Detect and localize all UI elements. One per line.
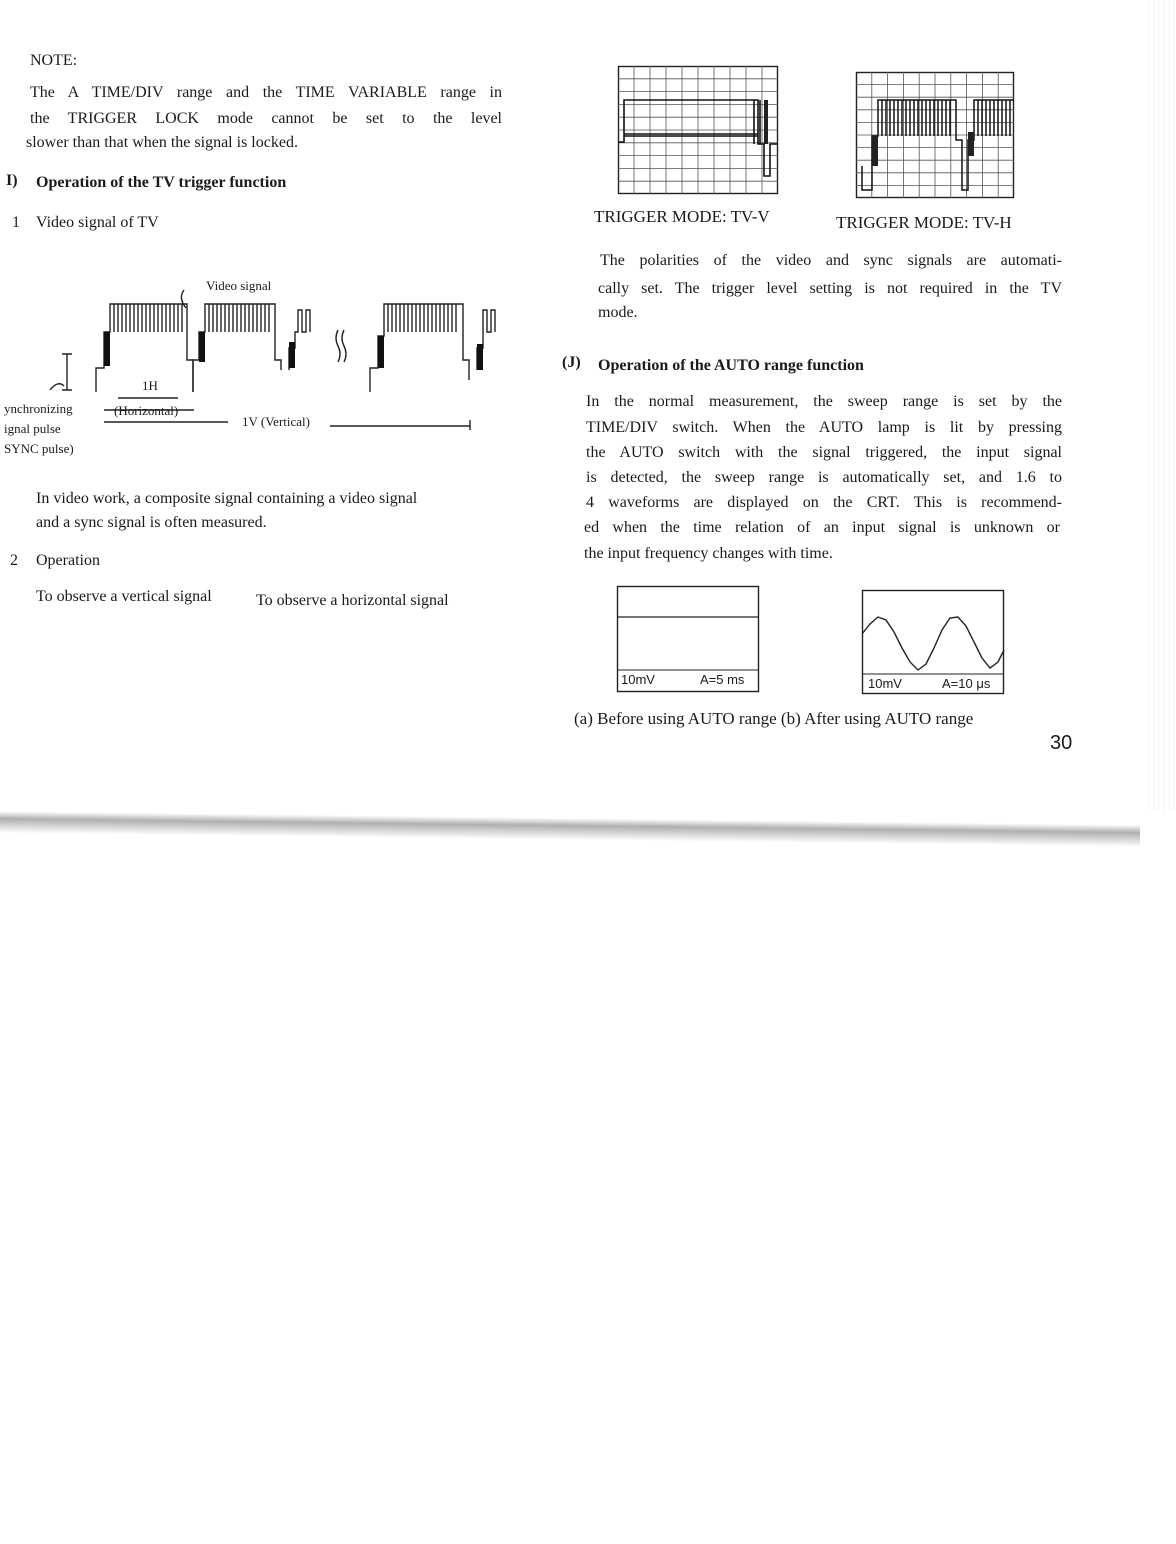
item-1-title: Video signal of TV [36,214,159,231]
auto-para-line: TIME/DIV switch. When the AUTO lamp is lit by pressing [586,419,1062,436]
scope-screen-tv-h [856,72,1014,198]
auto-para-line: In the normal measurement, the sweep range is set by the [586,393,1062,410]
horizontal-label: (Horizontal) [114,403,179,418]
auto-para-line: ed when the time relation of an input signal is unknown or [584,519,1060,536]
section-j-marker: (J) [562,354,581,371]
one-h-label: 1H [142,378,158,393]
screen-b-time: A=10 μs [942,676,991,691]
sync-label-line: SYNC pulse) [4,441,74,456]
auto-para-line: is detected, the sweep range is automatically set, and 1.6 to [586,469,1062,486]
video-para-line: and a sync signal is often measured. [36,514,267,531]
tv-video-signal-diagram [0,270,520,470]
note-line: slower than that when the signal is locked. [26,134,298,151]
note-heading: NOTE: [30,52,78,69]
screen-a-volt: 10mV [621,672,655,687]
caption-tv-v: TRIGGER MODE: TV-V [594,207,770,226]
section-j-title: Operation of the AUTO range function [598,357,864,374]
observe-horizontal-label: To observe a horizontal signal [256,592,449,609]
item-1-number: 1 [12,214,20,231]
item-2-title: Operation [36,552,100,569]
auto-para-line: the input frequency changes with time. [584,545,833,562]
tv-para-line: The polarities of the video and sync signals are automati- [600,252,1062,269]
screen-a-time: A=5 ms [700,672,745,687]
one-v-label: 1V (Vertical) [242,414,310,429]
video-para-line: In video work, a composite signal containing a video signal [36,490,418,507]
section-i-marker: I) [6,172,18,189]
tv-para-line: cally set. The trigger level setting is not required in the TV [598,280,1062,297]
sync-label-line: ignal pulse [4,421,61,436]
note-line: the TRIGGER LOCK mode cannot be set to the level [30,110,502,127]
auto-range-caption: (a) Before using AUTO range (b) After using AUTO range [574,709,974,728]
observe-vertical-label: To observe a vertical signal [36,588,212,605]
auto-para-line: the AUTO switch with the signal triggered, the input signal [586,444,1062,461]
scan-edge-shadow [0,811,1140,847]
item-2-number: 2 [10,552,18,569]
screen-b-volt: 10mV [868,676,902,691]
tv-para-line: mode. [598,304,638,321]
page-number: 30 [1050,732,1073,754]
sync-label-line: ynchronizing [4,401,73,416]
scan-right-edge [1148,0,1176,810]
note-line: The A TIME/DIV range and the TIME VARIABLE range in [30,84,502,101]
video-signal-label: Video signal [206,278,272,293]
caption-tv-h: TRIGGER MODE: TV-H [836,213,1012,232]
scope-screen-tv-v [618,66,778,194]
auto-para-line: 4 waveforms are displayed on the CRT. This is recommend- [586,494,1062,511]
section-i-title: Operation of the TV trigger function [36,174,287,191]
